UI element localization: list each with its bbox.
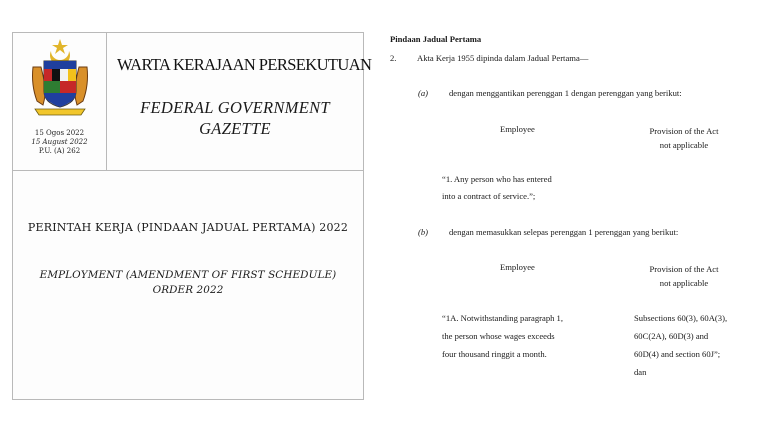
gazette-date-block (13, 129, 106, 156)
order-title-malay: PERINTAH KERJA (PINDAAN JADUAL PERTAMA) 2022 (27, 221, 349, 234)
gazette-reference: P.U. (A) 262 (38, 147, 81, 155)
date-malay: 15 Ogos 2022 (34, 129, 85, 137)
order-title-english-line2: ORDER 2022 (152, 284, 224, 296)
item-b-provision-line1: Subsections 60(3), 60A(3), (634, 313, 728, 323)
item-b-provision-line2: 60C(2A), 60D(3) and (634, 331, 709, 341)
order-title-english-line1: EMPLOYMENT (AMENDMENT OF FIRST SCHEDULE) (39, 269, 337, 281)
gazette-cover (12, 32, 372, 400)
item-b-provision-line3: 60D(4) and section 60J”; (634, 349, 721, 359)
gazette-title-malay: WARTA KERAJAAN PERSEKUTUAN (117, 55, 372, 74)
coat-of-arms-emblem (29, 37, 91, 121)
item-b-text: dengan memasukkan selepas perenggan 1 perenggan yang berikut: (449, 227, 679, 237)
item-b-entry-line3: four thousand ringgit a month. (442, 349, 547, 359)
item-a-column-employee: Employee (500, 124, 535, 134)
item-b-column-employee: Employee (500, 262, 535, 272)
item-a-column-provision (624, 124, 744, 152)
provision-header-line1: Provision of the Act (649, 126, 719, 136)
item-b-column-provision (624, 262, 744, 290)
paragraph-text: Akta Kerja 1955 dipinda dalam Jadual Pertama— (417, 53, 589, 63)
amendment-page (380, 0, 768, 426)
order-title-english (21, 268, 355, 298)
provision-header-line1: Provision of the Act (649, 264, 719, 274)
paragraph-number: 2. (390, 53, 397, 63)
gazette-title-english: FEDERAL GOVERNMENT GAZETTE (140, 98, 330, 138)
item-a-text: dengan menggantikan perenggan 1 dengan perenggan yang berikut: (449, 88, 682, 98)
provision-header-line2: not applicable (659, 140, 709, 150)
item-b-entry-line1: “1A. Notwithstanding paragraph 1, (442, 313, 564, 323)
header-divider-horizontal (13, 170, 363, 171)
item-a-entry-line1: “1. Any person who has entered (442, 174, 552, 184)
item-b-entry-line2: the person whose wages exceeds (442, 331, 555, 341)
date-english: 15 August 2022 (31, 138, 88, 146)
item-b-provision-line4: dan (634, 367, 647, 377)
item-b-label: (b) (418, 227, 429, 237)
provision-header-line2: not applicable (659, 278, 709, 288)
item-a-entry-line2: into a contract of service.”; (442, 191, 536, 201)
section-heading: Pindaan Jadual Pertama (390, 34, 482, 44)
item-a-label: (a) (418, 88, 429, 98)
